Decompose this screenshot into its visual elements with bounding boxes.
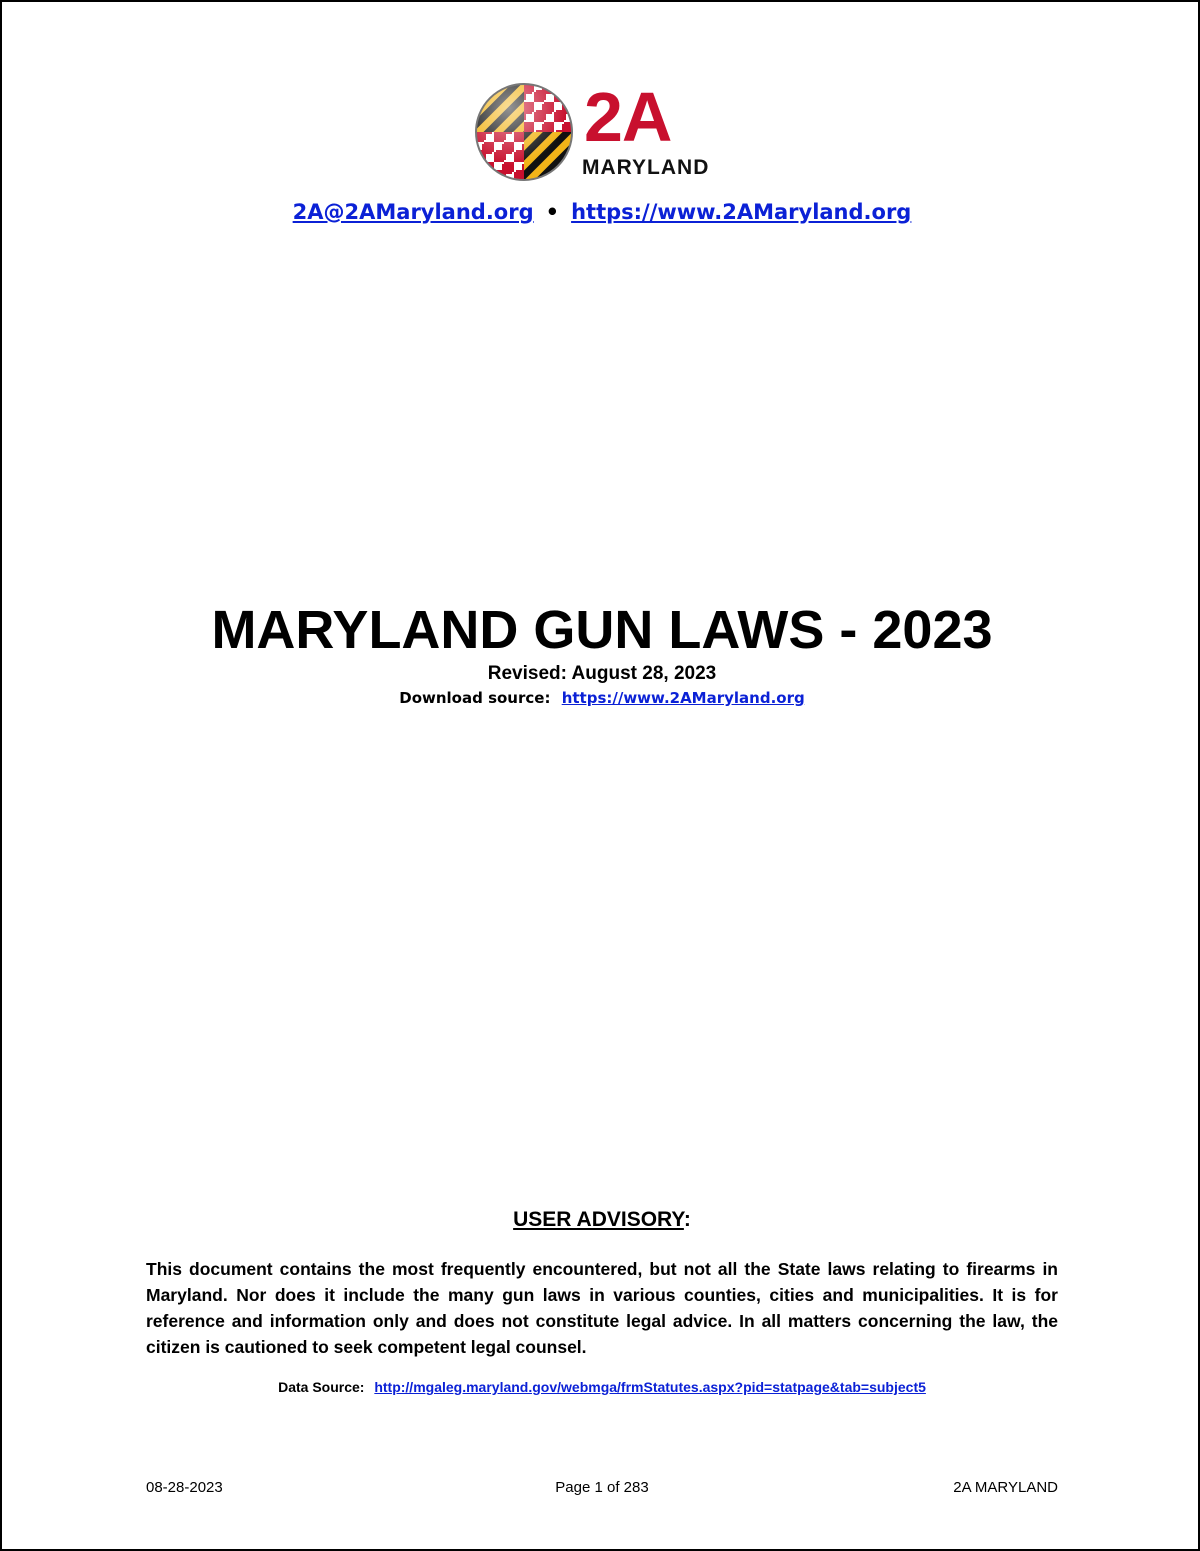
logo xyxy=(474,80,739,184)
advisory-body: This document contains the most frequently encountered, but not all the State laws relating to firearms in Maryland. Nor does it include the many gun laws in various counties, cities and municipalities. It is for reference and information only and does not constitute legal advice. In all matters concerning the law, the citizen is cautioned to seek competent legal counsel. xyxy=(146,1259,1058,1357)
email-link[interactable]: 2A@2AMaryland.org xyxy=(292,200,534,224)
document-title: MARYLAND GUN LAWS - 2023 xyxy=(211,600,993,660)
advisory-heading xyxy=(2,1208,1200,1232)
maryland-flag-seal-icon xyxy=(474,82,574,182)
data-source-label: Data Source: xyxy=(278,1379,365,1395)
logo-brand-maryland: MARYLAND xyxy=(582,156,710,179)
download-link[interactable]: https://www.2AMaryland.org xyxy=(561,689,805,707)
bullet-separator: • xyxy=(545,200,560,224)
advisory-heading-colon: : xyxy=(683,1208,691,1231)
website-link[interactable]: https://www.2AMaryland.org xyxy=(571,200,912,224)
contact-line xyxy=(2,200,1200,224)
data-source-link[interactable]: http://mgaleg.maryland.gov/webmga/frmStatutes.aspx?pid=statpage&tab=subject5 xyxy=(374,1379,926,1395)
revised-date: Revised: August 28, 2023 xyxy=(487,663,717,684)
footer-page-number: Page 1 of 283 xyxy=(555,1479,649,1496)
page-footer xyxy=(146,1479,1058,1499)
footer-org: 2A MARYLAND xyxy=(953,1479,1058,1496)
download-label: Download source: xyxy=(399,689,551,707)
footer-date: 08-28-2023 xyxy=(146,1479,223,1496)
logo-brand-2a: 2A xyxy=(584,78,672,156)
download-source xyxy=(2,689,1200,707)
data-source xyxy=(2,1379,1200,1395)
advisory-heading-text: USER ADVISORY xyxy=(513,1208,684,1231)
